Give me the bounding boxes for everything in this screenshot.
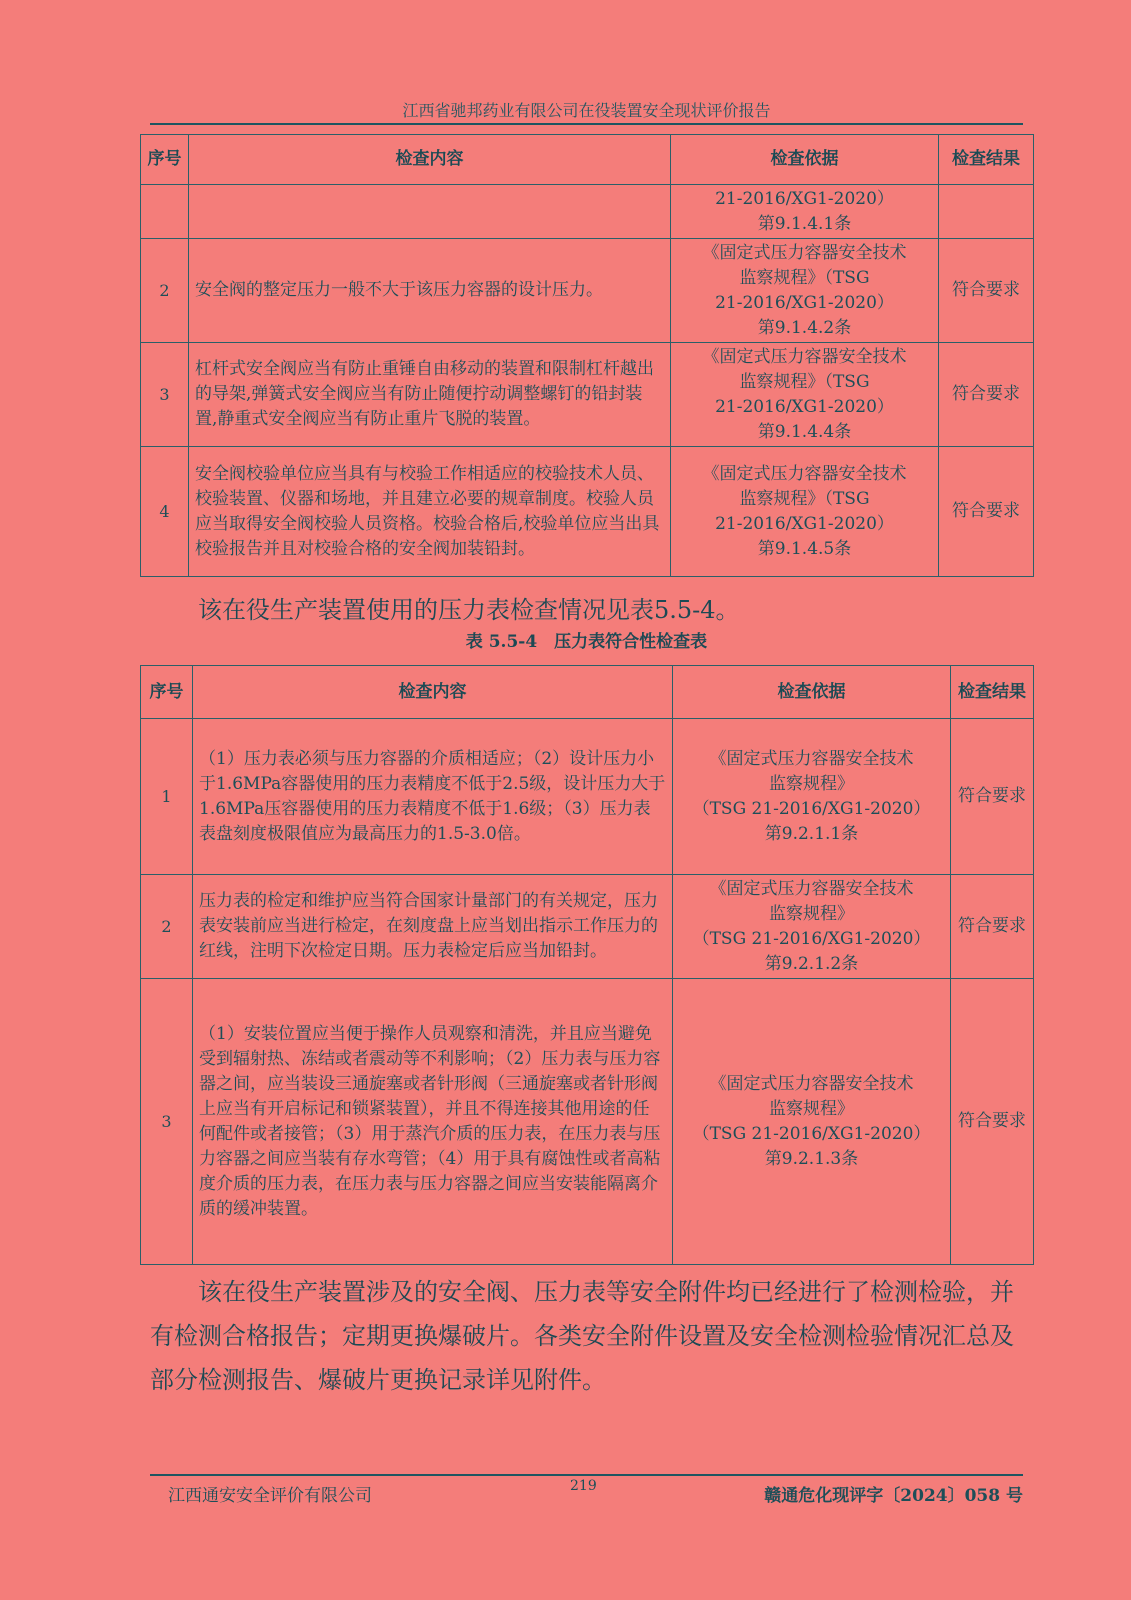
- safety-valve-table: [140, 134, 1034, 577]
- header-no: 序号: [141, 666, 193, 719]
- header-basis: 检查依据: [673, 666, 951, 719]
- footer-company: 江西通安安全评价有限公司: [168, 1486, 372, 1506]
- table-row: [141, 447, 1034, 577]
- paragraph-intro: 该在役生产装置使用的压力表检查情况见表5.5-4。: [198, 596, 740, 624]
- row-content: [189, 185, 671, 239]
- row-no: 3: [141, 979, 193, 1265]
- row-basis: 《固定式压力容器安全技术 监察规程》（TSG 21-2016/XG1-2020） 第9.1.4.4条: [671, 343, 939, 447]
- row-result: 符合要求: [951, 719, 1034, 875]
- header-result: 检查结果: [939, 135, 1034, 185]
- row-content: 安全阀的整定压力一般不大于该压力容器的设计压力。: [189, 239, 671, 343]
- header-basis: 检查依据: [671, 135, 939, 185]
- row-no: 2: [141, 875, 193, 979]
- row-content: 压力表的检定和维护应当符合国家计量部门的有关规定，压力表安装前应当进行检定，在刻度盘上应当划出指示工作压力的红线，注明下次检定日期。压力表检定后应当加铅封。: [193, 875, 673, 979]
- row-basis: 《固定式压力容器安全技术 监察规程》 （TSG 21-2016/XG1-2020） 第9.2.1.2条: [673, 875, 951, 979]
- row-content: （1）压力表必须与压力容器的介质相适应；（2）设计压力小于1.6MPa容器使用的压力表精度不低于2.5级，设计压力大于1.6MPa压容器使用的压力表精度不低于1.6级；（3）压力表表盘刻度极限值应为最高压力的1.5-3.0倍。: [193, 719, 673, 875]
- table-row: [141, 185, 1034, 239]
- row-no: 3: [141, 343, 189, 447]
- row-content: （1）安装位置应当便于操作人员观察和清洗，并且应当避免受到辐射热、冻结或者震动等不利影响；（2）压力表与压力容器之间，应当装设三通旋塞或者针形阀（三通旋塞或者针形阀上应当有开启标记和锁紧装置），并且不得连接其他用途的任何配件或者接管；（3）用于蒸汽介质的压力表，在压力表与压力容器之间应当装有存水弯管；（4）用于具有腐蚀性或者高粘度介质的压力表，在压力表与压力容器之间应当安装能隔离介质的缓冲装置。: [193, 979, 673, 1265]
- row-basis: 《固定式压力容器安全技术 监察规程》（TSG 21-2016/XG1-2020） 第9.1.4.5条: [671, 447, 939, 577]
- row-content: 安全阀校验单位应当具有与校验工作相适应的校验技术人员、校验装置、仪器和场地，并且建立必要的规章制度。校验人员应当取得安全阀校验人员资格。校验合格后,校验单位应当出具校验报告并且对校验合格的安全阀加装铅封。: [189, 447, 671, 577]
- row-result: [939, 185, 1034, 239]
- row-basis: 《固定式压力容器安全技术 监察规程》（TSG 21-2016/XG1-2020） 第9.1.4.2条: [671, 239, 939, 343]
- header-divider: [150, 123, 1023, 125]
- header-content: 检查内容: [193, 666, 673, 719]
- row-result: 符合要求: [951, 875, 1034, 979]
- row-no: [141, 185, 189, 239]
- page-header: 江西省驰邦药业有限公司在役装置安全现状评价报告: [402, 101, 771, 120]
- row-no: 2: [141, 239, 189, 343]
- row-content: 杠杆式安全阀应当有防止重锤自由移动的装置和限制杠杆越出的导架,弹簧式安全阀应当有防止随便拧动调整螺钉的铅封装置,静重式安全阀应当有防止重片飞脱的装置。: [189, 343, 671, 447]
- pressure-gauge-table: [140, 665, 1034, 1265]
- row-no: 4: [141, 447, 189, 577]
- page-number: 219: [570, 1478, 597, 1494]
- row-basis: 《固定式压力容器安全技术 监察规程》 （TSG 21-2016/XG1-2020） 第9.2.1.3条: [673, 979, 951, 1265]
- table-row: [141, 239, 1034, 343]
- row-no: 1: [141, 719, 193, 875]
- row-basis: 21-2016/XG1-2020） 第9.1.4.1条: [671, 185, 939, 239]
- header-content: 检查内容: [189, 135, 671, 185]
- footer-divider: [150, 1474, 1023, 1476]
- row-result: 符合要求: [939, 447, 1034, 577]
- table-row: [141, 979, 1034, 1265]
- footer-doc-number: 赣通危化现评字〔2024〕058 号: [764, 1486, 1023, 1506]
- header-result: 检查结果: [951, 666, 1034, 719]
- paragraph-summary: 该在役生产装置涉及的安全阀、压力表等安全附件均已经进行了检测检验，并有检测合格报告；定期更换爆破片。各类安全附件设置及安全检测检验情况汇总及部分检测报告、爆破片更换记录详见附件。: [150, 1278, 1014, 1394]
- row-result: 符合要求: [939, 343, 1034, 447]
- table-caption: 表 5.5-4 压力表符合性检查表: [465, 632, 708, 652]
- row-result: 符合要求: [939, 239, 1034, 343]
- row-basis: 《固定式压力容器安全技术 监察规程》 （TSG 21-2016/XG1-2020） 第9.2.1.1条: [673, 719, 951, 875]
- table-row: [141, 719, 1034, 875]
- table-row: [141, 343, 1034, 447]
- table-row: [141, 875, 1034, 979]
- row-result: 符合要求: [951, 979, 1034, 1265]
- header-no: 序号: [141, 135, 189, 185]
